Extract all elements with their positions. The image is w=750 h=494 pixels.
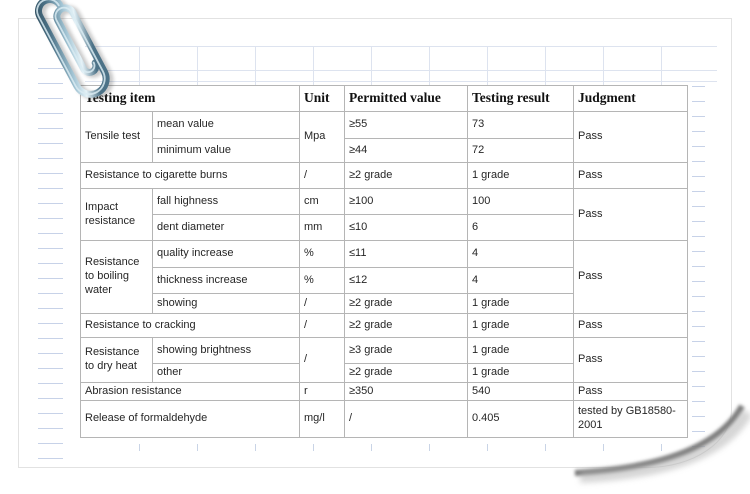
table-cell: Tensile test xyxy=(81,112,153,163)
table-cell: mg/l xyxy=(300,401,345,438)
table-cell: ≥2 grade xyxy=(345,163,468,189)
table-cell: Resistance to cigarette burns xyxy=(81,163,300,189)
table-cell: 1 grade xyxy=(468,294,574,314)
report-table-body xyxy=(81,86,688,438)
header-cell: Unit xyxy=(300,86,345,112)
table-cell: ≥350 xyxy=(345,383,468,401)
table-cell: minimum value xyxy=(153,139,300,163)
table-cell: other xyxy=(153,364,300,383)
table-cell: 540 xyxy=(468,383,574,401)
table-cell: Impact resistance xyxy=(81,189,153,241)
table-cell: ≥2 grade xyxy=(345,364,468,383)
table-row xyxy=(81,189,688,215)
table-cell: 6 xyxy=(468,215,574,241)
table-row xyxy=(81,163,688,189)
table-cell: cm xyxy=(300,189,345,215)
table-cell: ≤11 xyxy=(345,241,468,268)
table-cell: dent diameter xyxy=(153,215,300,241)
table-cell: 1 grade xyxy=(468,163,574,189)
table-cell: / xyxy=(300,294,345,314)
table-cell: 4 xyxy=(468,241,574,268)
sheet-gridlines-vertical xyxy=(139,46,711,85)
paperclip-icon xyxy=(0,0,140,121)
table-cell: % xyxy=(300,241,345,268)
table-cell: 1 grade xyxy=(468,364,574,383)
table-cell: Pass xyxy=(574,241,688,314)
margin-row-dashes-right xyxy=(692,86,705,454)
table-cell: r xyxy=(300,383,345,401)
header-cell: Judgment xyxy=(574,86,688,112)
table-cell: Release of formaldehyde xyxy=(81,401,300,438)
table-row xyxy=(81,338,688,364)
table-cell: 1 grade xyxy=(468,314,574,338)
table-cell: tested by GB18580-2001 xyxy=(574,401,688,438)
table-row xyxy=(81,314,688,338)
table-cell: Resistance to cracking xyxy=(81,314,300,338)
table-cell: Pass xyxy=(574,338,688,383)
table-cell: showing xyxy=(153,294,300,314)
table-cell: Abrasion resistance xyxy=(81,383,300,401)
table-cell: ≥44 xyxy=(345,139,468,163)
table-cell: Mpa xyxy=(300,112,345,163)
table-row xyxy=(81,401,688,438)
table-cell: ≥100 xyxy=(345,189,468,215)
header-cell: Testing item xyxy=(81,86,300,112)
table-cell: mean value xyxy=(153,112,300,139)
table-cell: mm xyxy=(300,215,345,241)
table-cell: Pass xyxy=(574,383,688,401)
table-cell: ≤12 xyxy=(345,268,468,294)
report-table xyxy=(80,85,688,438)
table-cell: Resistance to dry heat xyxy=(81,338,153,383)
table-cell: 1 grade xyxy=(468,338,574,364)
table-cell: / xyxy=(300,314,345,338)
table-cell: ≤10 xyxy=(345,215,468,241)
table-cell: / xyxy=(345,401,468,438)
table-cell: 73 xyxy=(468,112,574,139)
table-cell: quality increase xyxy=(153,241,300,268)
table-row xyxy=(81,241,688,268)
table-cell: 72 xyxy=(468,139,574,163)
table-row xyxy=(81,383,688,401)
table-cell: 100 xyxy=(468,189,574,215)
table-cell: ≥2 grade xyxy=(345,314,468,338)
table-cell: 0.405 xyxy=(468,401,574,438)
table-cell: Pass xyxy=(574,163,688,189)
table-cell: % xyxy=(300,268,345,294)
table-cell: ≥3 grade xyxy=(345,338,468,364)
table-cell: Resistance to boiling water xyxy=(81,241,153,314)
table-row xyxy=(81,86,688,112)
table-cell: Pass xyxy=(574,314,688,338)
table-cell: 4 xyxy=(468,268,574,294)
table-cell: / xyxy=(300,338,345,383)
margin-row-dashes-left xyxy=(38,68,63,460)
table-cell: / xyxy=(300,163,345,189)
header-cell: Permitted value xyxy=(345,86,468,112)
table-cell: thickness increase xyxy=(153,268,300,294)
table-row xyxy=(81,112,688,139)
table-cell: showing brightness xyxy=(153,338,300,364)
table-cell: Pass xyxy=(574,112,688,163)
sheet-gridline-ticks-bottom xyxy=(139,444,711,451)
header-cell: Testing result xyxy=(468,86,574,112)
table-cell: ≥55 xyxy=(345,112,468,139)
table-cell: fall highness xyxy=(153,189,300,215)
table-cell: Pass xyxy=(574,189,688,241)
table-cell: ≥2 grade xyxy=(345,294,468,314)
